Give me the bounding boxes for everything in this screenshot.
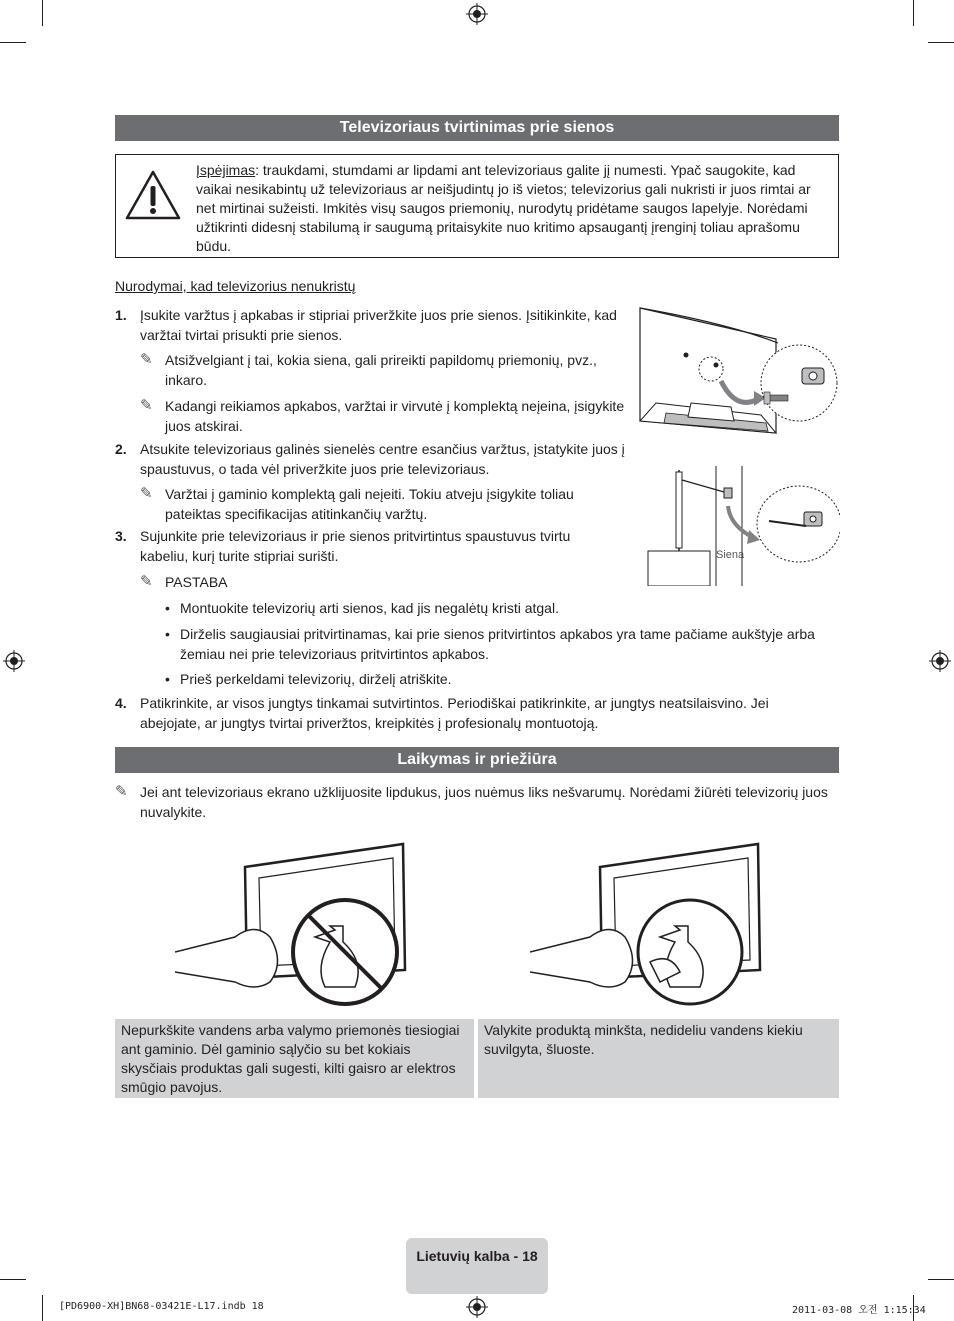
bullet-dot: •	[165, 600, 170, 616]
pencil-note-icon: ✎	[140, 397, 153, 414]
caption-cell: Valykite produktą minkšta, nedideliu vandens kiekiu suvilgyta, šluoste.	[478, 1019, 839, 1098]
page-number-label: Lietuvių kalba - 18	[406, 1238, 548, 1294]
pencil-note-icon: ✎	[140, 485, 153, 502]
warning-body: : traukdami, stumdami ar lipdami ant televizoriaus galite jį numesti. Ypač saugokite, kad vaikai nesikabintų už televizoriaus ar neišjudintų jo iš vietos; televizorius gali nukristi ir juos rimtai ar net mirtinai sužeisti. Imkitės visų saugos priemonių, nurodytų pridėtame saugos lapelyje. Norėdami užtikrinti didesnį stabilumą ir saugumą pritaisykite nuo kritimo apsaugantį įrenginį toliau aprašomu būdu.	[196, 162, 811, 254]
crop-mark	[42, 0, 43, 26]
crop-mark	[42, 1295, 43, 1321]
print-timestamp: 2011-03-08 오전 1:15:34	[792, 1305, 926, 1316]
registration-mark-icon	[929, 650, 951, 672]
step-text: Sujunkite prie televizoriaus ir prie sienos pritvirtintus spaustuvus tvirtu kabeliu, kurį turite stipriai surišti.	[140, 528, 571, 564]
caption-cell: Nepurkškite vandens arba valymo priemonės tiesiogiai ant gaminio. Dėl gaminio sąlyčio su bet kokiais skysčiais produktas gali sugesti, kilti gaisro ar elektros smūgio pavojus.	[115, 1019, 474, 1098]
bullet-text: Dirželis saugiausiai pritvirtinamas, kai prie sienos pritvirtintos apkabos yra tame pačiame aukštyje arba žemiau nei prie televizoriaus pritvirtintos apkabos.	[180, 626, 815, 662]
step-text: Įsukite varžtus į apkabas ir stipriai priveržkite juos prie sienos. Įsitikinkite, kad varžtai tvirtai prisukti prie sienos.	[140, 307, 617, 343]
crop-mark	[928, 1279, 954, 1280]
crop-mark	[0, 42, 26, 43]
step-note: Atsižvelgiant į tai, kokia siena, gali prireikti papildomų priemonių, pvz., inkaro.	[165, 352, 597, 388]
instructions-heading: Nurodymai, kad televizorius nenukristų	[115, 278, 356, 294]
bullet-dot: •	[165, 626, 170, 642]
crop-mark	[0, 1279, 26, 1280]
pencil-note-icon: ✎	[140, 351, 153, 368]
step-note: Kadangi reikiamos apkabos, varžtai ir virvutė į komplektą neįeina, įsigykite juos atskirai.	[165, 398, 625, 434]
file-info: [PD6900-XH]BN68-03421E-L17.indb 18	[59, 1301, 264, 1312]
wall-label: Siena	[716, 549, 745, 561]
cloth-wipe-illustration	[530, 842, 770, 1007]
wall-cable-illustration	[644, 466, 840, 586]
registration-mark-icon	[466, 1296, 488, 1318]
pencil-note-icon: ✎	[115, 783, 128, 800]
bullet-text: Montuokite televizorių arti sienos, kad jis negalėtų kristi atgal.	[180, 600, 559, 616]
pencil-note-icon: ✎	[140, 573, 153, 590]
bullet-text: Prieš perkeldami televizorių, dirželį atriškite.	[180, 671, 452, 687]
tv-bracket-illustration	[636, 303, 840, 448]
step-number: 2.	[115, 441, 127, 457]
crop-mark	[928, 42, 954, 43]
warning-triangle-icon	[124, 169, 182, 221]
registration-mark-icon	[3, 650, 25, 672]
step-number: 3.	[115, 528, 127, 544]
section-title: Televizoriaus tvirtinimas prie sienos	[115, 115, 839, 141]
no-spray-illustration	[175, 842, 415, 1007]
section-title: Laikymas ir priežiūra	[115, 747, 839, 773]
note-label: PASTABA	[165, 574, 228, 590]
step-text: Atsukite televizoriaus galinės sienelės centre esančius varžtus, įstatykite juos į spaustuvus, o tada vėl priveržkite juos prie televizoriaus.	[140, 441, 625, 477]
step-text: Patikrinkite, ar visos jungtys tinkamai sutvirtintos. Periodiškai patikrinkite, ar jungtys neatsilaisvino. Jei abejojate, ar jungtys tvirtai priveržtos, kreipkitės į profesionalų montuotoją.	[140, 695, 769, 731]
step-number: 1.	[115, 307, 127, 323]
warning-box	[115, 154, 839, 258]
registration-mark-icon	[466, 3, 488, 25]
crop-mark	[913, 0, 914, 26]
care-note: Jei ant televizoriaus ekrano užklijuosite lipdukus, juos nuėmus liks nešvarumų. Norėdami žiūrėti televizorių juos nuvalykite.	[140, 784, 828, 820]
warning-label: Įspėjimas	[196, 162, 256, 178]
step-number: 4.	[115, 695, 127, 711]
warning-text	[196, 161, 832, 256]
bullet-dot: •	[165, 671, 170, 687]
step-note: Varžtai į gaminio komplektą gali neįeiti. Tokiu atveju įsigykite toliau pateiktas specifikacijas atitinkančių varžtų.	[165, 486, 574, 522]
